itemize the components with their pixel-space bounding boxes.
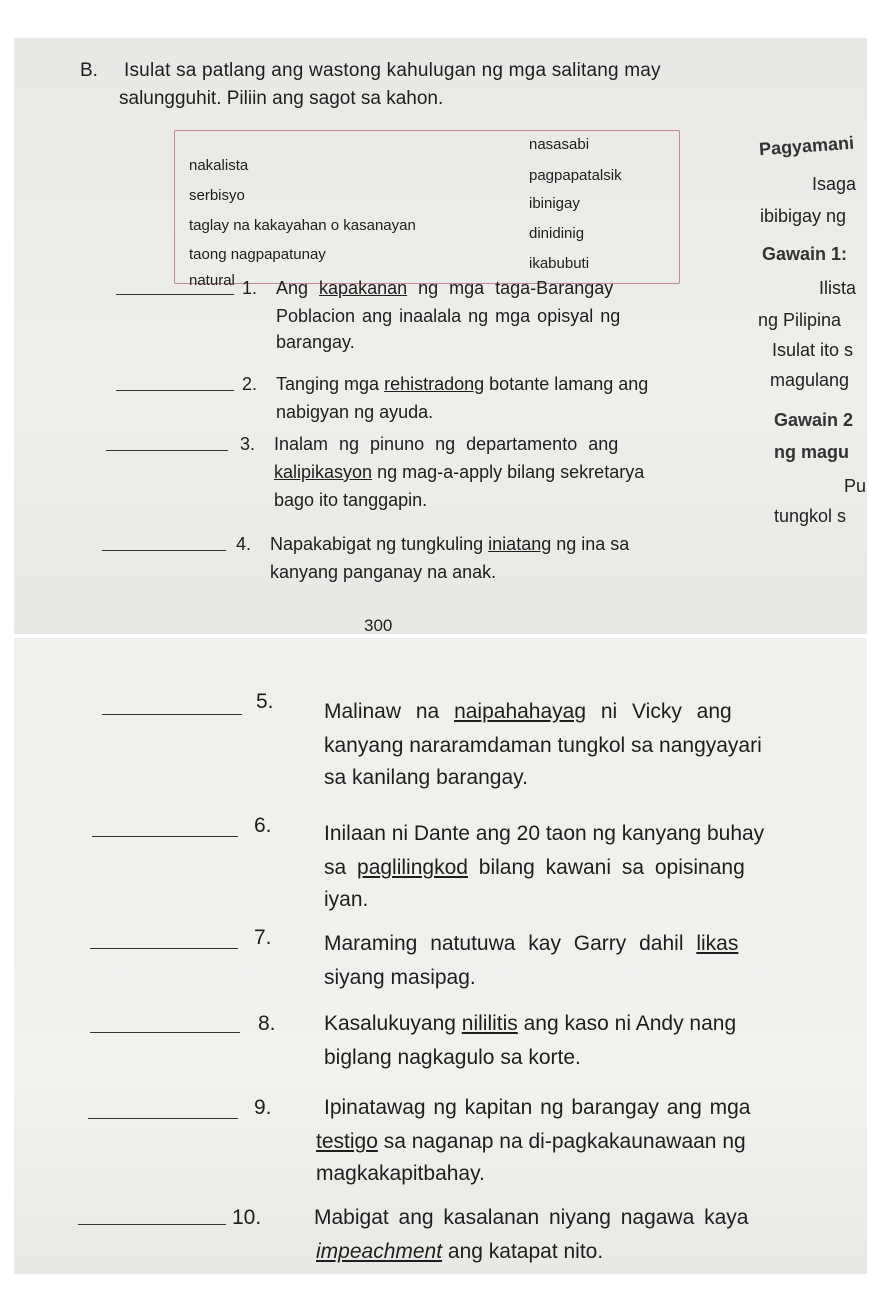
choice-word: ibinigay: [529, 195, 580, 212]
item-text: Ipinatawag ng kapitan ng barangay ang mga: [324, 1096, 751, 1119]
item-text: kanyang nararamdaman tungkol sa nangyayari: [324, 734, 762, 757]
item-text: barangay.: [276, 332, 355, 352]
side-text: tungkol s: [774, 506, 847, 526]
choice-word: natural: [189, 272, 235, 289]
answer-blank[interactable]: [92, 836, 238, 837]
item-text: Poblacion ang inaalala ng mga opisyal ng: [276, 306, 621, 326]
side-text: ibibigay ng: [760, 206, 847, 226]
answer-blank[interactable]: [88, 1118, 238, 1119]
item-number: 3.: [240, 434, 256, 454]
item-text: Inalam ng pinuno ng departamento ang: [274, 434, 619, 454]
side-text: ng Pilipina: [758, 310, 842, 330]
item-text: sa kanilang barangay.: [324, 766, 528, 789]
item-text: Mabigat ang kasalanan niyang nagawa kaya: [314, 1206, 749, 1229]
choice-word: serbisyo: [189, 187, 245, 204]
item-text: nabigyan ng ayuda.: [276, 402, 434, 422]
item-text: siyang masipag.: [324, 966, 476, 989]
worksheet-photo-bottom: [14, 638, 867, 1274]
item-number: 8.: [258, 1012, 276, 1035]
side-text: Ilista: [819, 278, 857, 298]
worksheet-photo-top: [14, 38, 867, 634]
item-text: sa paglilingkod bilang kawani sa opisinang: [324, 856, 745, 879]
side-heading: Gawain 2: [774, 410, 854, 430]
item-text: Napakabigat ng tungkuling iniatang ng ina sa: [270, 534, 630, 554]
item-text: bago ito tanggapin.: [274, 490, 428, 510]
item-number: 9.: [254, 1096, 272, 1119]
item-text: kanyang panganay na anak.: [270, 562, 497, 582]
item-text: testigo sa naganap na di-pagkakaunawaan ng: [316, 1130, 746, 1153]
choice-word: nakalista: [189, 157, 249, 174]
item-text: Kasalukuyang nililitis ang kaso ni Andy nang: [324, 1012, 737, 1035]
answer-blank[interactable]: [90, 948, 238, 949]
item-text: biglang nagkagulo sa korte.: [324, 1046, 581, 1069]
item-number: 5.: [256, 690, 274, 713]
choice-word: ikabubuti: [529, 255, 590, 272]
item-number: 7.: [254, 926, 272, 949]
choice-word: taglay na kakayahan o kasanayan: [189, 217, 416, 234]
side-text: Pu: [844, 476, 867, 496]
item-text: Tanging mga rehistradong botante lamang ang: [276, 374, 649, 394]
item-number: 1.: [242, 278, 258, 298]
instruction-line-2: salungguhit. Piliin ang sagot sa kahon.: [119, 88, 444, 109]
item-text: impeachment ang katapat nito.: [316, 1240, 604, 1263]
item-text: Malinaw na naipahahayag ni Vicky ang: [324, 700, 732, 723]
choice-word: nasasabi: [529, 136, 590, 153]
item-number: 2.: [242, 374, 258, 394]
side-text: Isulat ito s: [772, 340, 854, 360]
choice-word: pagpapatalsik: [529, 167, 622, 184]
answer-blank[interactable]: [102, 550, 226, 551]
instruction-line-1: Isulat sa patlang ang wastong kahulugan ng mga salitang may: [124, 60, 661, 81]
item-number: 4.: [236, 534, 252, 554]
item-text: Maraming natutuwa kay Garry dahil likas: [324, 932, 739, 955]
item-text: magkakapitbahay.: [316, 1162, 485, 1185]
item-number: 6.: [254, 814, 272, 837]
answer-blank[interactable]: [78, 1224, 226, 1225]
item-text: Ang kapakanan ng mga taga-Barangay: [276, 278, 614, 298]
answer-blank[interactable]: [116, 390, 234, 391]
item-text: iyan.: [324, 888, 369, 911]
side-text: Isaga: [812, 174, 857, 194]
choice-word: taong nagpapatunay: [189, 246, 326, 263]
answer-blank[interactable]: [116, 294, 234, 295]
answer-blank[interactable]: [102, 714, 242, 715]
side-text: magulang: [770, 370, 850, 390]
answer-blank[interactable]: [90, 1032, 240, 1033]
instruction-label: B.: [80, 60, 98, 81]
side-heading: Gawain 1:: [762, 244, 848, 264]
item-text: kalipikasyon ng mag-a-apply bilang sekretarya: [274, 462, 645, 482]
choice-word: dinidinig: [529, 225, 585, 242]
page-number: 300: [364, 616, 393, 634]
answer-blank[interactable]: [106, 450, 228, 451]
side-heading: ng magu: [774, 442, 849, 462]
item-text: Inilaan ni Dante ang 20 taon ng kanyang buhay: [324, 822, 765, 845]
item-number: 10.: [232, 1206, 262, 1229]
side-heading: Pagyamani: [758, 132, 855, 160]
